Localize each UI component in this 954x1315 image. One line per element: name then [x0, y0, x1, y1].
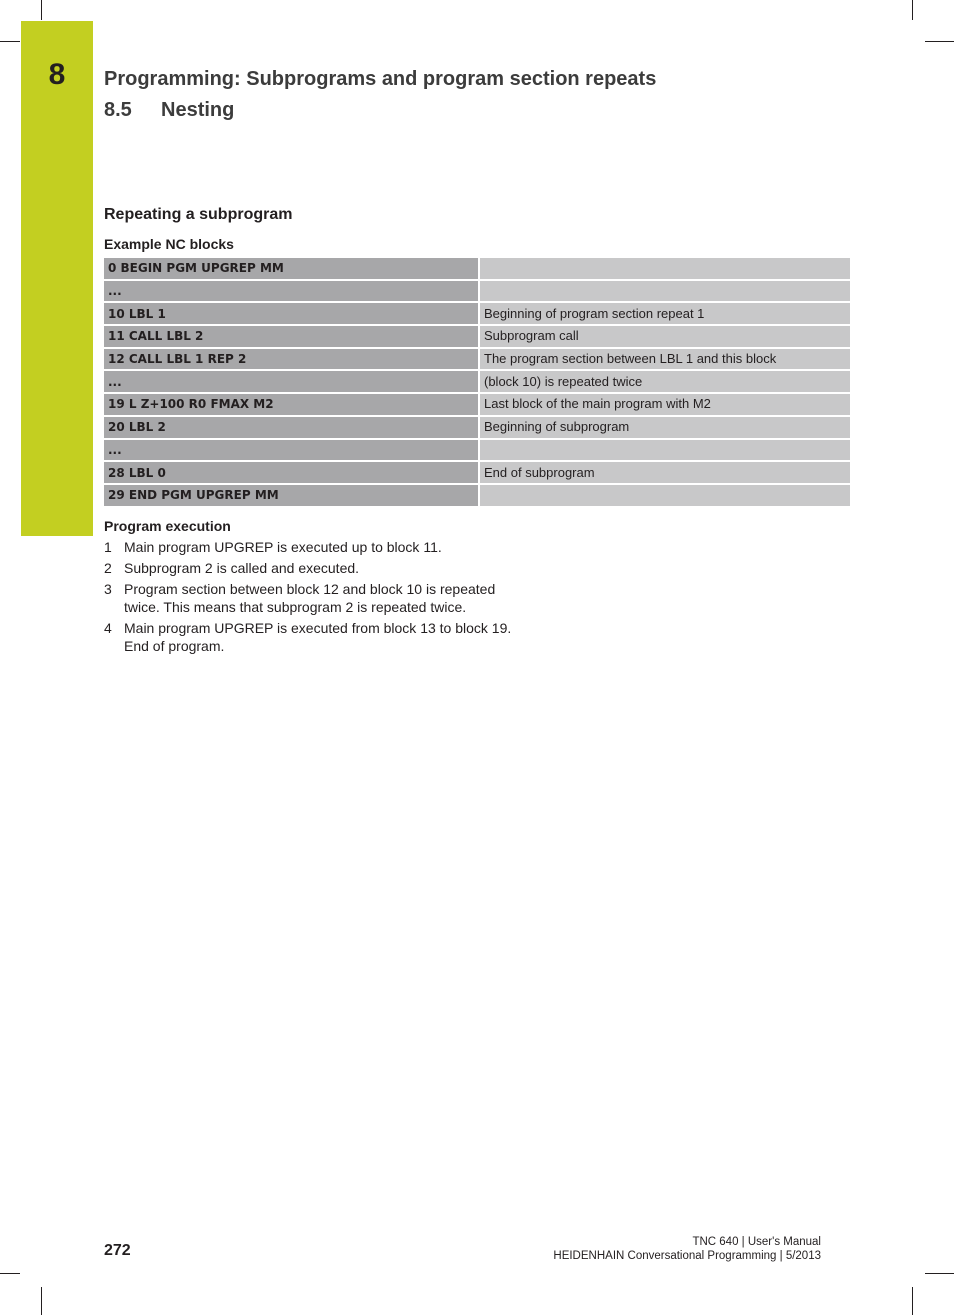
- section-heading: Repeating a subprogram: [104, 206, 293, 223]
- table-row: [104, 485, 850, 508]
- nc-description-cell: [480, 281, 850, 304]
- step-number: 1: [104, 539, 112, 555]
- nc-description-cell: Beginning of program section repeat 1: [480, 303, 850, 326]
- execution-steps: [104, 538, 544, 658]
- nc-code-cell: 12 CALL LBL 1 REP 2: [104, 349, 480, 372]
- table-row: [104, 394, 850, 417]
- nc-description-cell: [480, 440, 850, 463]
- step-text: End of program.: [124, 638, 225, 654]
- table-row: [104, 462, 850, 485]
- nc-code-cell: 10 LBL 1: [104, 303, 480, 326]
- list-item: [104, 580, 544, 616]
- chapter-number: 8: [48, 58, 66, 91]
- nc-code-cell: 20 LBL 2: [104, 417, 480, 440]
- nc-code-cell: 19 L Z+100 R0 FMAX M2: [104, 394, 480, 417]
- list-item: [104, 619, 544, 655]
- section-title: Nesting: [161, 99, 235, 121]
- crop-mark: [925, 41, 954, 42]
- crop-mark: [0, 41, 20, 42]
- crop-mark: [925, 1273, 954, 1274]
- crop-mark: [41, 1287, 42, 1315]
- table-row: [104, 326, 850, 349]
- table-row: [104, 258, 850, 281]
- step-number: 4: [104, 620, 112, 636]
- footer-line: HEIDENHAIN Conversational Programming | 5/2013: [553, 1250, 821, 1262]
- footer-line: TNC 640 | User's Manual: [692, 1236, 821, 1248]
- nc-code-cell: 29 END PGM UPGREP MM: [104, 485, 480, 508]
- table-row: [104, 440, 850, 463]
- step-text: Subprogram 2 is called and executed.: [124, 560, 360, 576]
- section-number: 8.5: [104, 99, 132, 121]
- execution-label: Program execution: [104, 518, 231, 534]
- nc-code-cell: 0 BEGIN PGM UPGREP MM: [104, 258, 480, 281]
- nc-description-cell: Subprogram call: [480, 326, 850, 349]
- list-item: [104, 538, 544, 556]
- example-label: Example NC blocks: [104, 236, 234, 252]
- crop-mark: [912, 0, 913, 20]
- table-row: [104, 349, 850, 372]
- chapter-title: Programming: Subprograms and program section repeats: [104, 68, 657, 90]
- crop-mark: [41, 0, 42, 20]
- nc-description-cell: The program section between LBL 1 and this block: [480, 349, 850, 372]
- nc-description-cell: Last block of the main program with M2: [480, 394, 850, 417]
- nc-code-cell: ...: [104, 371, 480, 394]
- table-row: [104, 303, 850, 326]
- nc-blocks-table: [104, 258, 850, 508]
- nc-code-cell: ...: [104, 440, 480, 463]
- step-text: Main program UPGREP is executed from block 13 to block 19.: [124, 620, 512, 636]
- table-row: [104, 417, 850, 440]
- crop-mark: [912, 1287, 913, 1315]
- nc-description-cell: [480, 485, 850, 508]
- step-text: twice. This means that subprogram 2 is repeated twice.: [124, 599, 467, 615]
- chapter-tab: [21, 21, 93, 536]
- step-number: 2: [104, 560, 112, 576]
- nc-code-cell: 28 LBL 0: [104, 462, 480, 485]
- nc-description-cell: End of subprogram: [480, 462, 850, 485]
- footer-info: [553, 1235, 821, 1263]
- table-row: [104, 281, 850, 304]
- nc-code-cell: ...: [104, 281, 480, 304]
- nc-description-cell: [480, 258, 850, 281]
- nc-code-cell: 11 CALL LBL 2: [104, 326, 480, 349]
- step-text: Main program UPGREP is executed up to block 11.: [124, 539, 442, 555]
- step-text: Program section between block 12 and block 10 is repeated: [124, 581, 496, 597]
- page-number: 272: [104, 1242, 131, 1259]
- list-item: [104, 559, 544, 577]
- step-number: 3: [104, 581, 112, 597]
- nc-description-cell: Beginning of subprogram: [480, 417, 850, 440]
- nc-description-cell: (block 10) is repeated twice: [480, 371, 850, 394]
- crop-mark: [0, 1273, 20, 1274]
- table-row: [104, 371, 850, 394]
